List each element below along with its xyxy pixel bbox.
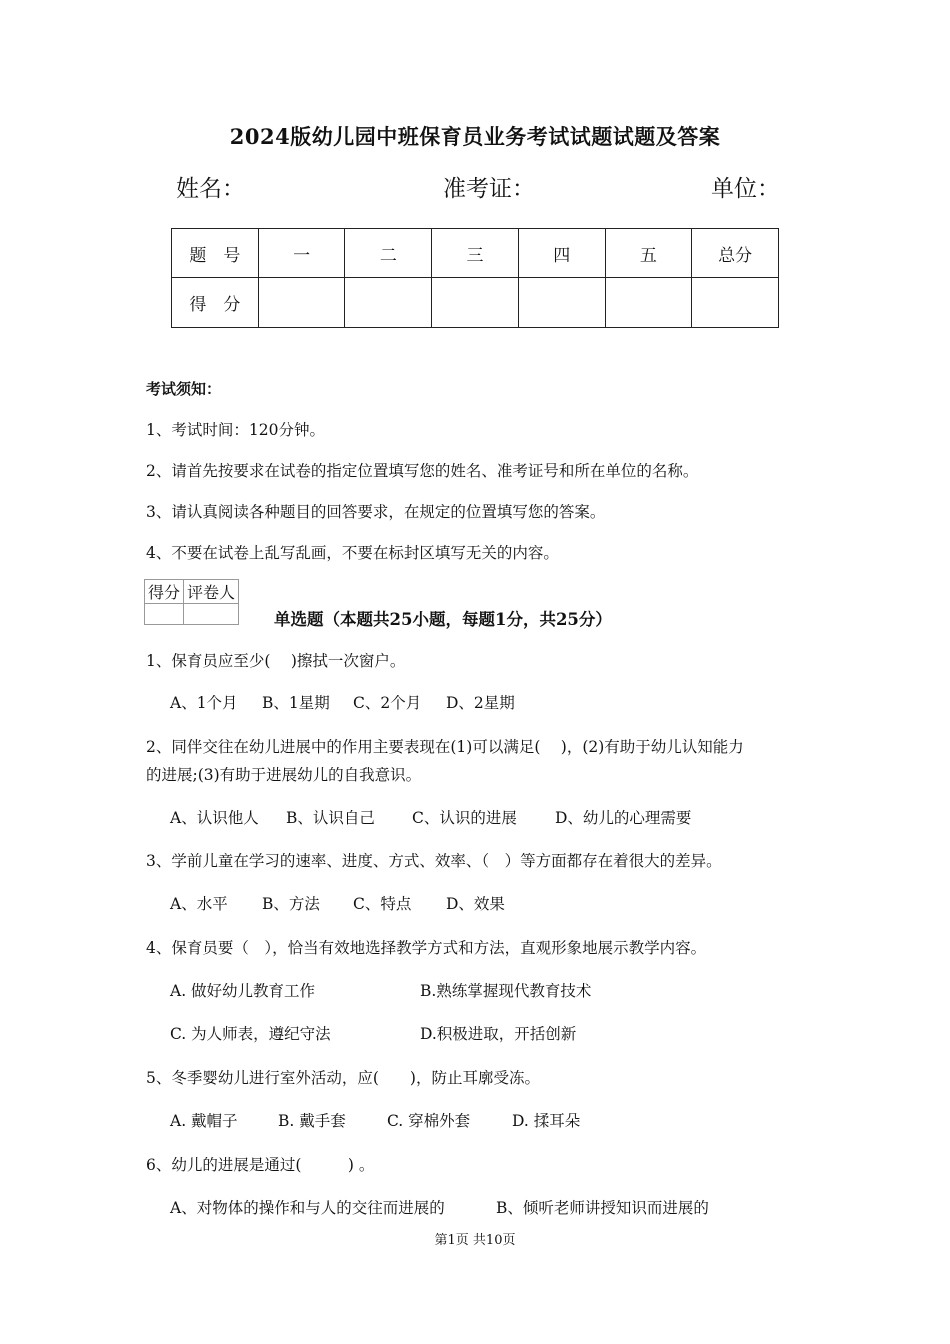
option: B、认识自己 [286,809,375,827]
option: B、方法 [262,895,320,913]
score-cell[interactable] [605,278,692,328]
grader-reviewer-label: 评卷人 [184,580,239,604]
score-header-cell: 题 号 [172,229,259,278]
page-footer: 第1页 共10页 [434,1233,516,1248]
option: C、认识的进展 [412,809,517,827]
option: A. 做好幼儿教育工作 [170,982,316,1000]
score-header-cell: 三 [432,229,519,278]
score-header-cell: 总分 [692,229,779,278]
notice-item: 3、请认真阅读各种题目的回答要求，在规定的位置填写您的答案。 [146,503,606,521]
score-cell[interactable] [518,278,605,328]
score-table-header-row [172,229,779,278]
question-stem: 4、保育员要（ ），恰当有效地选择教学方式和方法，直观形象地展示教学内容。 [146,939,707,957]
option: C、特点 [353,895,412,913]
grader-reviewer-cell[interactable] [184,604,239,625]
option: C. 为人师表，遵纪守法 [170,1025,331,1043]
score-cell[interactable] [432,278,519,328]
grader-box [144,579,239,625]
score-header-cell: 四 [518,229,605,278]
exam-number-label: 准考证： [443,176,535,202]
notice-item: 1、考试时间：120分钟。 [146,421,325,439]
notice-item: 2、请首先按要求在试卷的指定位置填写您的姓名、准考证号和所在单位的名称。 [146,462,699,480]
exam-title: 2024版幼儿园中班保育员业务考试试题试题及答案 [229,124,721,149]
question-stem-continued: 的进展;(3)有助于进展幼儿的自我意识。 [146,766,422,784]
score-cell[interactable] [692,278,779,328]
option: C. 穿棉外套 [387,1112,471,1130]
grader-score-label: 得分 [145,580,184,604]
question-stem: 5、冬季婴幼儿进行室外活动，应( )，防止耳廓受冻。 [146,1069,540,1087]
option: D、效果 [446,895,505,913]
option: D、2星期 [446,694,515,712]
option: A、对物体的操作和与人的交往而进展的 [170,1199,445,1217]
option: D、幼儿的心理需要 [555,809,692,827]
name-label: 姓名： [176,176,245,202]
unit-label: 单位： [711,176,780,202]
question-stem: 6、幼儿的进展是通过( ) 。 [146,1156,375,1174]
question-stem: 1、保育员应至少( )擦拭一次窗户。 [146,652,406,670]
option: A. 戴帽子 [170,1112,238,1130]
option: D.积极进取，开括创新 [420,1025,577,1043]
score-cell[interactable] [345,278,432,328]
option: B.熟练掌握现代教育技术 [420,982,592,1000]
option: D. 揉耳朵 [512,1112,581,1130]
option: A、1个月 [170,694,238,712]
option: A、认识他人 [170,809,259,827]
option: B、1星期 [262,694,330,712]
grader-score-cell[interactable] [145,604,184,625]
score-header-cell: 五 [605,229,692,278]
score-table-score-row [172,278,779,328]
notice-heading: 考试须知： [146,380,222,398]
option: B. 戴手套 [278,1112,346,1130]
question-stem: 3、学前儿童在学习的速率、进度、方式、效率、（ ）等方面都存在着很大的差异。 [146,852,722,870]
section-title: 单选题（本题共25小题，每题1分，共25分） [274,610,612,629]
score-cell[interactable] [258,278,345,328]
score-row-label: 得 分 [172,278,259,328]
notice-item: 4、不要在试卷上乱写乱画，不要在标封区填写无关的内容。 [146,544,559,562]
score-header-cell: 二 [345,229,432,278]
question-stem: 2、同伴交往在幼儿进展中的作用主要表现在(1)可以满足( )，(2)有助于幼儿认知能力 [146,738,744,756]
option: A、水平 [170,895,228,913]
score-header-cell: 一 [258,229,345,278]
score-table [171,228,779,328]
option: B、倾听老师讲授知识而进展的 [496,1199,709,1217]
option: C、2个月 [353,694,422,712]
